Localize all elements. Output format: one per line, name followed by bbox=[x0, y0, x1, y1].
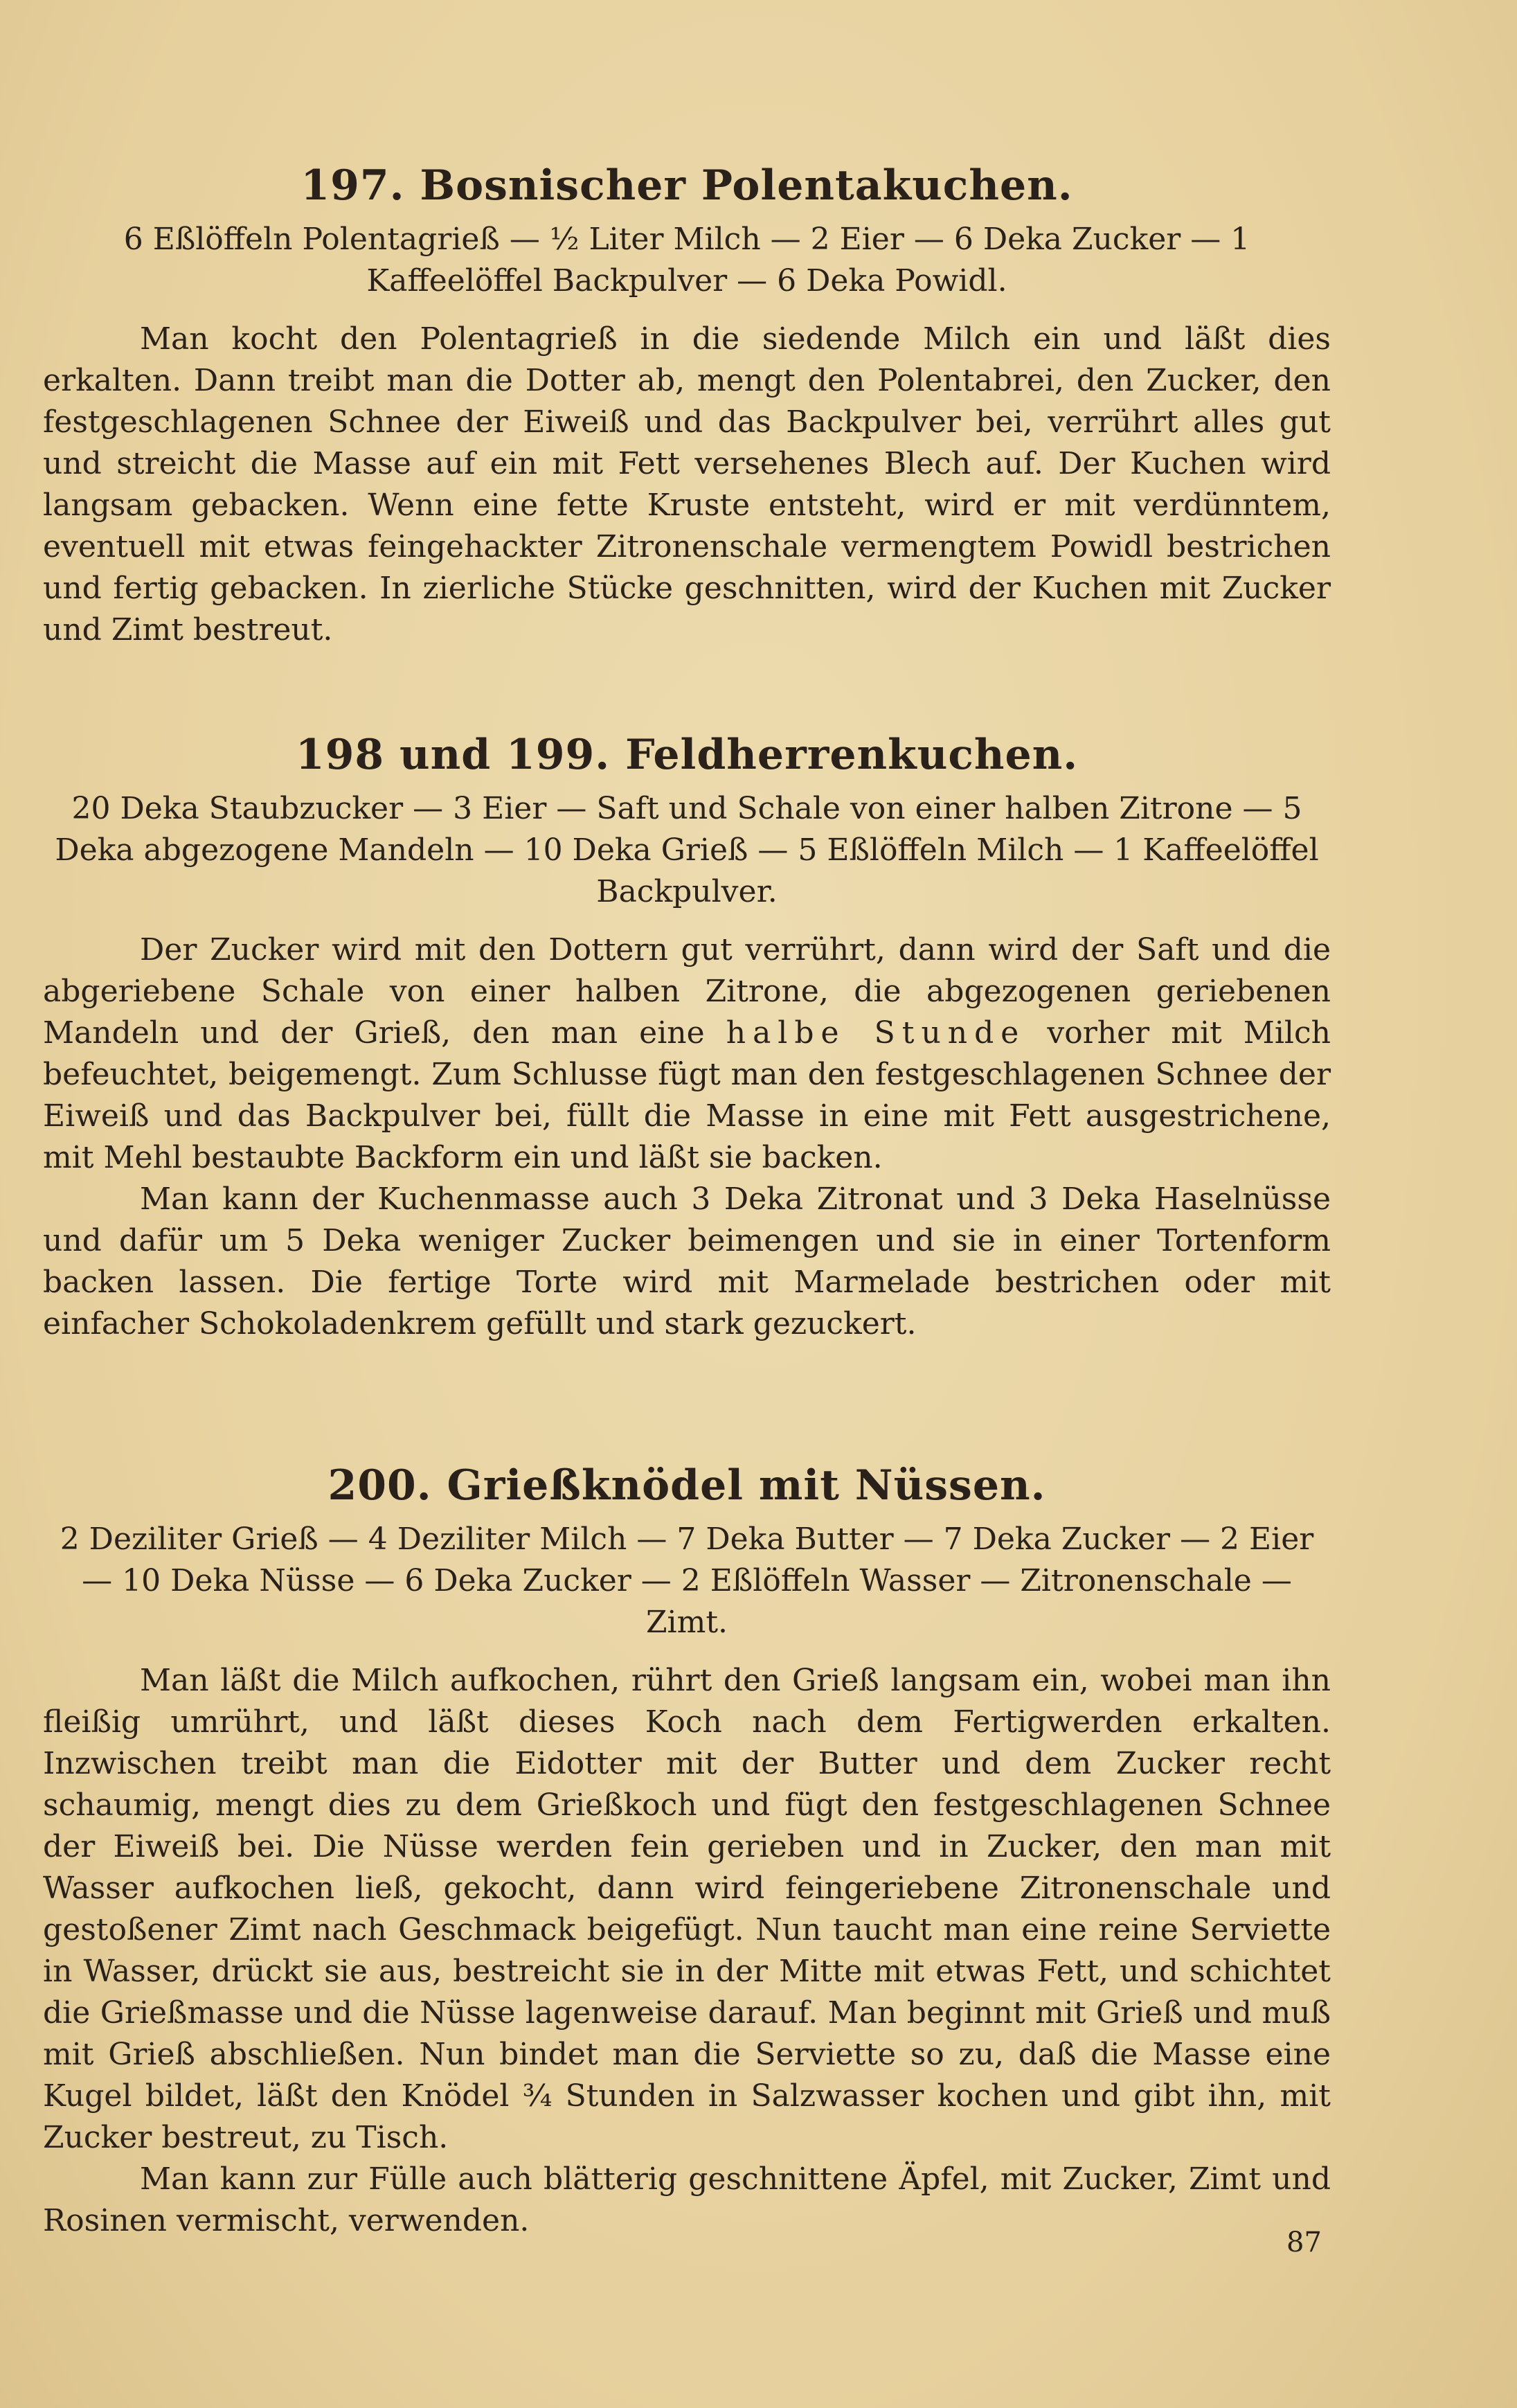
spaced-emphasis: halbe Stunde bbox=[726, 1015, 1026, 1051]
ingredient-list: 2 Deziliter Grieß — 4 Deziliter Milch — 7 Deka Butter — 7 Deka Zucker — 2 Eier — 10 Deka Nüsse — 6 Deka Zucker — 2 Eßlöffeln Wasser — Zitronenschale — Zimt. bbox=[60, 1522, 1314, 1640]
ingredient-list: 20 Deka Staubzucker — 3 Eier — Saft und Schale von einer halben Zitrone — 5 Deka abgezogene Mandeln — 10 Deka Grieß — 5 Eßlöffeln Milch — 1 Kaffeelöffel Backpulver. bbox=[55, 791, 1319, 909]
recipe-198-199 bbox=[43, 727, 1331, 1345]
recipe-title: 198 und 199. Feldherrenkuchen. bbox=[295, 731, 1079, 779]
recipe-title: 197. Bosnischer Polentakuchen. bbox=[300, 161, 1073, 210]
recipe-200 bbox=[43, 1458, 1331, 2242]
ingredient-list: 6 Eßlöffeln Polentagrieß — ½ Liter Milch — 2 Eier — 6 Deka Zucker — 1 Kaffeelöffel Backpulver — 6 Deka Powidl. bbox=[123, 222, 1250, 298]
instruction-paragraph bbox=[43, 929, 1331, 1179]
instruction-paragraph: Man kocht den Polentagrieß in die siedende Milch ein und läßt dies erkalten. Dann treibt man die Dotter ab, mengt den Polentabrei, den Zucker, den festgeschlagenen Schnee der Eiweiß und das Backpulver bei, verrührt alles gut und streicht die Masse auf ein mit Fett versehenes Blech auf. Der Kuchen wird langsam gebacken. Wenn eine fette Kruste entsteht, wird er mit verdünntem, eventuell mit etwas feingehackter Zitronenschale vermengtem Powidl bestrichen und fertig gebacken. In zierliche Stücke geschnitten, wird der Kuchen mit Zucker und Zimt bestreut. bbox=[43, 321, 1331, 648]
paragraph-text: vorher mit Milch befeuchtet, beigemengt. Zum Schlusse fügt man den festgeschlagenen Schnee der Eiweiß und das Backpulver bei, füllt die Masse in eine mit Fett ausgestrichene, mit Mehl bestaubte Backform ein und läßt sie backen. bbox=[43, 1015, 1331, 1175]
instruction-paragraph: Man kann zur Fülle auch blätterig geschnittene Äpfel, mit Zucker, Zimt und Rosinen vermischt, verwenden. bbox=[43, 2161, 1331, 2238]
page-number: 87 bbox=[1286, 2227, 1322, 2258]
recipe-197 bbox=[43, 158, 1331, 651]
paragraph-text: Der Zucker wird mit den Dottern gut verrührt, dann wird der Saft und die abgeriebene Schale von einer halben Zitrone, die abgezogenen geriebenen Mandeln und der Grieß, den man eine bbox=[43, 932, 1331, 1051]
instruction-paragraph: Man kann der Kuchenmasse auch 3 Deka Zitronat und 3 Deka Haselnüsse und dafür um 5 Deka weniger Zucker beimengen und sie in einer Tortenform backen lassen. Die fertige Torte wird mit Marmelade bestrichen oder mit einfacher Schokoladenkrem gefüllt und stark gezuckert. bbox=[43, 1181, 1331, 1341]
instruction-paragraph: Man läßt die Milch aufkochen, rührt den Grieß langsam ein, wobei man ihn fleißig umrührt, und läßt dieses Koch nach dem Fertigwerden erkalten. Inzwischen treibt man die Eidotter mit der Butter und dem Zucker recht schaumig, mengt dies zu dem Grießkoch und fügt den festgeschlagenen Schnee der Eiweiß bei. Die Nüsse werden fein gerieben und in Zucker, den man mit Wasser aufkochen ließ, gekocht, dann wird feingeriebene Zitronenschale und gestoßener Zimt nach Geschmack beigefügt. Nun taucht man eine reine Serviette in Wasser, drückt sie aus, bestreicht sie in der Mitte mit etwas Fett, und schichtet die Grießmasse und die Nüsse lagenweise darauf. Man beginnt mit Grieß und muß mit Grieß abschließen. Nun bindet man die Serviette so zu, daß die Masse eine Kugel bildet, läßt den Knödel ¾ Stunden in Salzwasser kochen und gibt ihn, mit Zucker bestreut, zu Tisch. bbox=[43, 1663, 1331, 2155]
recipe-title: 200. Grießknödel mit Nüssen. bbox=[327, 1461, 1046, 1510]
